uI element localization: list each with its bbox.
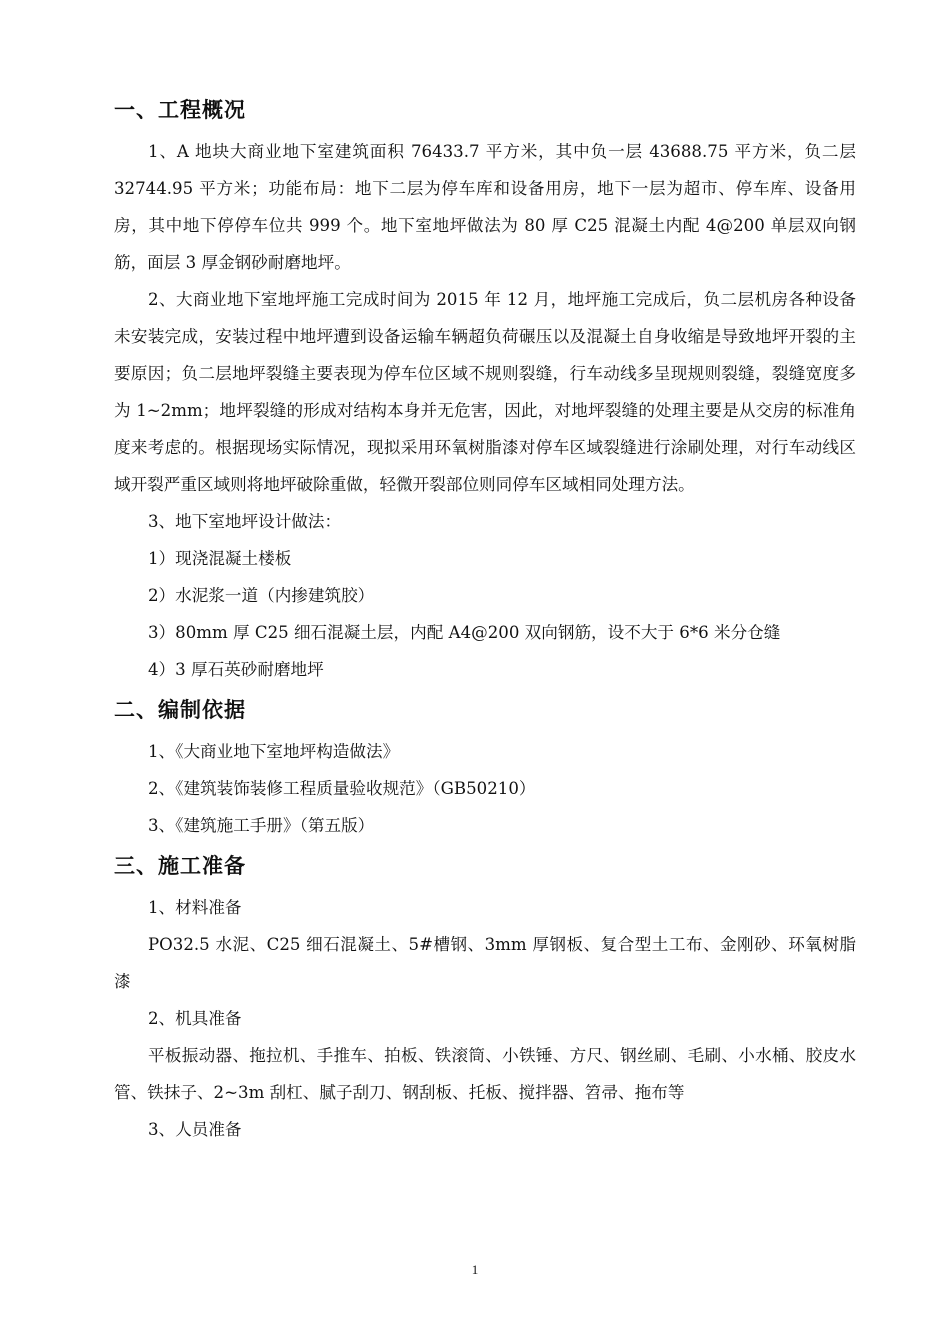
paragraph: 2、机具准备: [148, 1009, 242, 1028]
paragraph: 平板振动器、拖拉机、手推车、拍板、铁滚筒、小铁锤、方尺、钢丝刷、毛刷、小水桶、胶皮水管、铁抹子、2~3m 刮杠、腻子刮刀、钢刮板、托板、搅拌器、笤帚、拖布等: [114, 1046, 856, 1102]
list-item: 3、《建筑施工手册》（第五版）: [148, 816, 375, 835]
paragraph: 3、人员准备: [148, 1120, 242, 1139]
paragraph: 2、大商业地下室地坪施工完成时间为 2015 年 12 月，地坪施工完成后，负二层机房各种设备未安装完成，安装过程中地坪遭到设备运输车辆超负荷碾压以及混凝土自身收缩是导致地坪开裂的主要原因；负二层地坪裂缝主要表现为停车位区域不规则裂缝，行车动线多呈现规则裂缝，裂缝宽度多为 1~2mm；地坪裂缝的形成对结构本身并无危害，因此，对地坪裂缝的处理主要是从交房的标准角度来考虑的。根据现场实际情况，现拟采用环氧树脂漆对停车区域裂缝进行涂刷处理，对行车动线区域开裂严重区域则将地坪破除重做，轻微开裂部位则同停车区域相同处理方法。: [114, 290, 856, 494]
paragraph: 1、A 地块大商业地下室建筑面积 76433.7 平方米，其中负一层 43688.75 平方米，负二层 32744.95 平方米；功能布局：地下二层为停车库和设备用房，地下一层为超市、停车库、设备用房，其中地下停停车位共 999 个。地下室地坪做法为 80 厚 C25 混凝土内配 4@200 单层双向钢筋，面层 3 厚金钢砂耐磨地坪。: [114, 142, 856, 272]
section-heading: 三、施工准备: [114, 854, 246, 878]
paragraph: 1、材料准备: [148, 898, 242, 917]
page-content: [114, 92, 856, 1148]
section-construction-preparation: [114, 848, 856, 1148]
list-item: 2、《建筑装饰装修工程质量验收规范》（GB50210）: [148, 779, 536, 798]
list-item: 3）80mm 厚 C25 细石混凝土层，内配 A4@200 双向钢筋，设不大于 6*6 米分仓缝: [148, 623, 781, 642]
list-item: 4）3 厚石英砂耐磨地坪: [148, 660, 324, 679]
paragraph: PO32.5 水泥、C25 细石混凝土、5#槽钢、3mm 厚钢板、复合型土工布、金刚砂、环氧树脂漆: [114, 935, 856, 991]
section-heading: 一、工程概况: [114, 98, 246, 122]
section-heading: 二、编制依据: [114, 698, 246, 722]
section-compilation-basis: [114, 692, 856, 844]
list-item: 1）现浇混凝土楼板: [148, 549, 292, 568]
page-number: 1: [471, 1262, 479, 1277]
section-project-overview: [114, 92, 856, 688]
list-item: 2）水泥浆一道（内掺建筑胶）: [148, 586, 375, 605]
list-item: 1、《大商业地下室地坪构造做法》: [148, 742, 400, 761]
paragraph: 3、地下室地坪设计做法：: [148, 512, 342, 531]
